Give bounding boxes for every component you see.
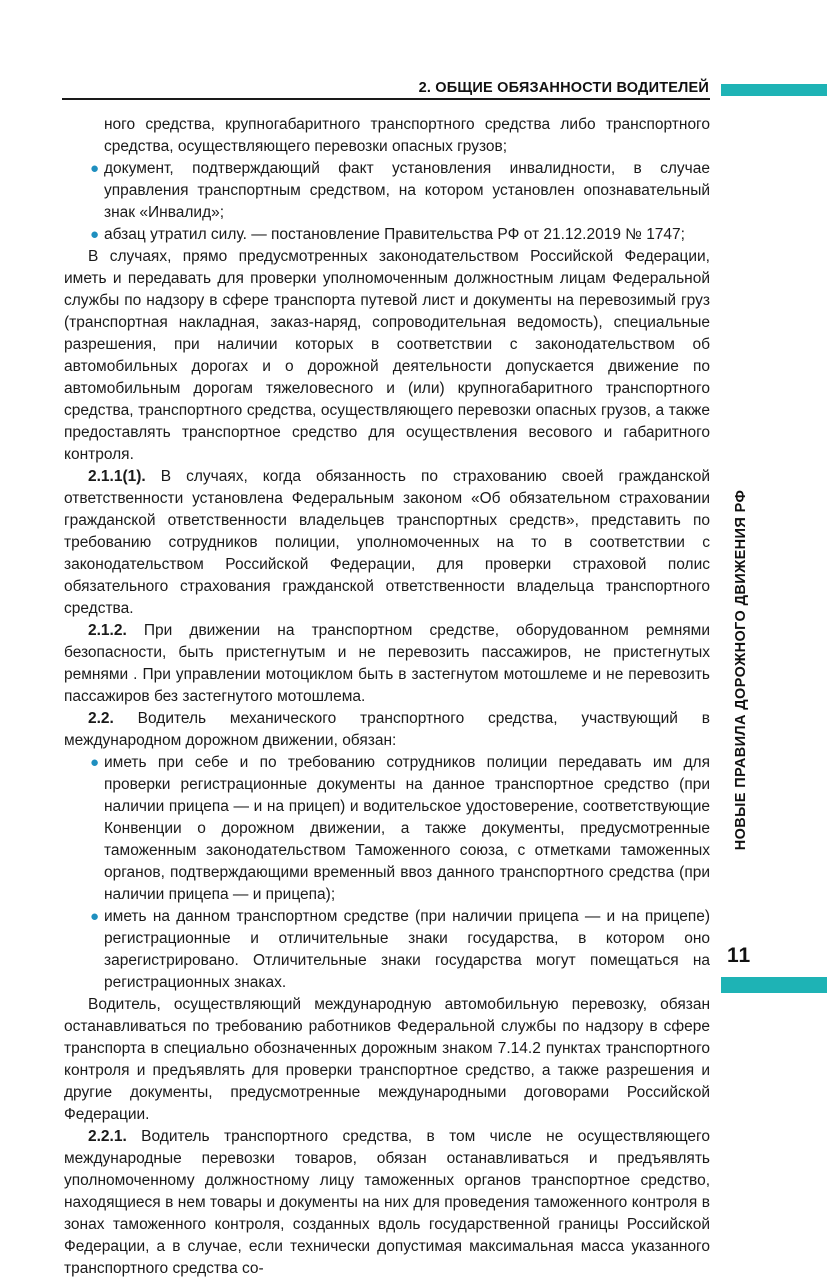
list-item: ного средства, крупногабаритного транспортного средства либо транспортного средства, осуществляющего перевозки опасных грузов; <box>104 116 710 155</box>
paragraph-number: 2.1.1(1). <box>88 468 146 485</box>
page-number: 11 <box>727 944 752 967</box>
bullet-icon: ● <box>90 160 100 177</box>
paragraph-2-2-1: 2.2.1. Водитель транспортного средства, в том числе не осуществляющего международные перевозки товаров, обязан останавливаться и предъявлять уполномоченному должностному лицу таможенных органов транспортное средство, находящиеся в нем товары и документы на них для проведения таможенного контроля в зонах таможенного контроля, созданных вдоль государственной границы Российской Федерации, а в случае, если технически допустимая максимальная масса указанного транспортного средства со- <box>64 1128 710 1277</box>
page-number-bar <box>721 977 827 993</box>
paragraph: В случаях, прямо предусмотренных законодательством Российской Федерации, иметь и передавать для проверки уполномоченным должностным лицам Федеральной службы по надзору в сфере транспорта путевой лист и документы на перевозимый груз (транспортная накладная, заказ-наряд, сопроводительная ведомость), специальные разрешения, при наличии которых в соответствии с законодательством об автомобильных дорогах и о дорожной деятельности допускается движение по автомобильным дорогам тяжеловесного и (или) крупногабаритного транспортного средства, транспортного средства, осуществляющего перевозки опасных грузов, а также предоставлять транспортное средство для осуществления весового и габаритного контроля. <box>64 248 710 463</box>
bullet-list-1 <box>64 114 710 246</box>
bullet-icon: ● <box>90 908 100 925</box>
paragraph-number: 2.1.2. <box>88 622 127 639</box>
paragraph-2-2: 2.2. Водитель механического транспортного средства, участвующий в международном дорожном движении, обязан: <box>64 710 710 749</box>
paragraph: Водитель, осуществляющий международную автомобильную перевозку, обязан останавливаться по требованию работников Федеральной службы по надзору в сфере транспорта в специально обозначенных дорожным знаком 7.14.2 пунктах транспортного контроля и предъявлять для проверки транспортное средство, а также разрешения и другие документы, предусмотренные международными договорами Российской Федерации. <box>64 996 710 1123</box>
bullet-icon: ● <box>90 226 100 243</box>
bullet-icon: ● <box>90 754 100 771</box>
list-item: ● иметь на данном транспортном средстве (при наличии прицепа — и на прицепе) регистрационные и отличительные знаки государства, в котором оно зарегистрировано. Отличительные знаки государства могут помещаться на регистрационных знаках. <box>90 908 710 991</box>
paragraph-2-1-1-1: 2.1.1(1). В случаях, когда обязанность по страхованию своей гражданской ответственности установлена Федеральным законом «Об обязательном страховании гражданской ответственности владельцев транспортных средств», представить по требованию сотрудников полиции, уполномоченных на то в соответствии с законодательством Российской Федерации, для проверки страховой полис обязательного страхования гражданской ответственности владельца транспортного средства. <box>64 468 710 617</box>
paragraph-number: 2.2.1. <box>88 1128 127 1145</box>
list-item: ● документ, подтверждающий факт установления инвалидности, в случае управления транспортным средством, на котором установлен опознавательный знак «Инвалид»; <box>90 160 710 221</box>
header-accent-bar <box>721 84 827 96</box>
body-text <box>64 114 710 1280</box>
list-item: ● иметь при себе и по требованию сотрудников полиции передавать им для проверки регистрационные документы на данное транспортное средство (при наличии прицепа — и на прицеп) и водительское удостоверение, соответствующие Конвенции о дорожном движении, а также документы, предусмотренные таможенным законодательством Таможенного союза, с отметками таможенных органов, подтверждающими временный ввоз данного транспортного средства (при наличии прицепа — и прицепа); <box>90 754 710 903</box>
side-title-container <box>727 490 755 850</box>
header-rule <box>62 98 710 100</box>
bullet-list-2 <box>64 752 710 994</box>
list-item: ● абзац утратил силу. — постановление Правительства РФ от 21.12.2019 № 1747; <box>64 224 710 246</box>
paragraph-2-1-2: 2.1.2. При движении на транспортном средстве, оборудованном ремнями безопасности, быть пристегнутым и не перевозить пассажиров, не пристегнутых ремнями . При управлении мотоциклом быть в застегнутом мотошлеме и не перевозить пассажиров без застегнутого мотошлема. <box>64 622 710 705</box>
side-book-title: НОВЫЕ ПРАВИЛА ДОРОЖНОГО ДВИЖЕНИЯ РФ <box>733 489 749 851</box>
header-title: 2. ОБЩИЕ ОБЯЗАННОСТИ ВОДИТЕЛЕЙ <box>418 80 709 96</box>
paragraph-number: 2.2. <box>88 710 114 727</box>
